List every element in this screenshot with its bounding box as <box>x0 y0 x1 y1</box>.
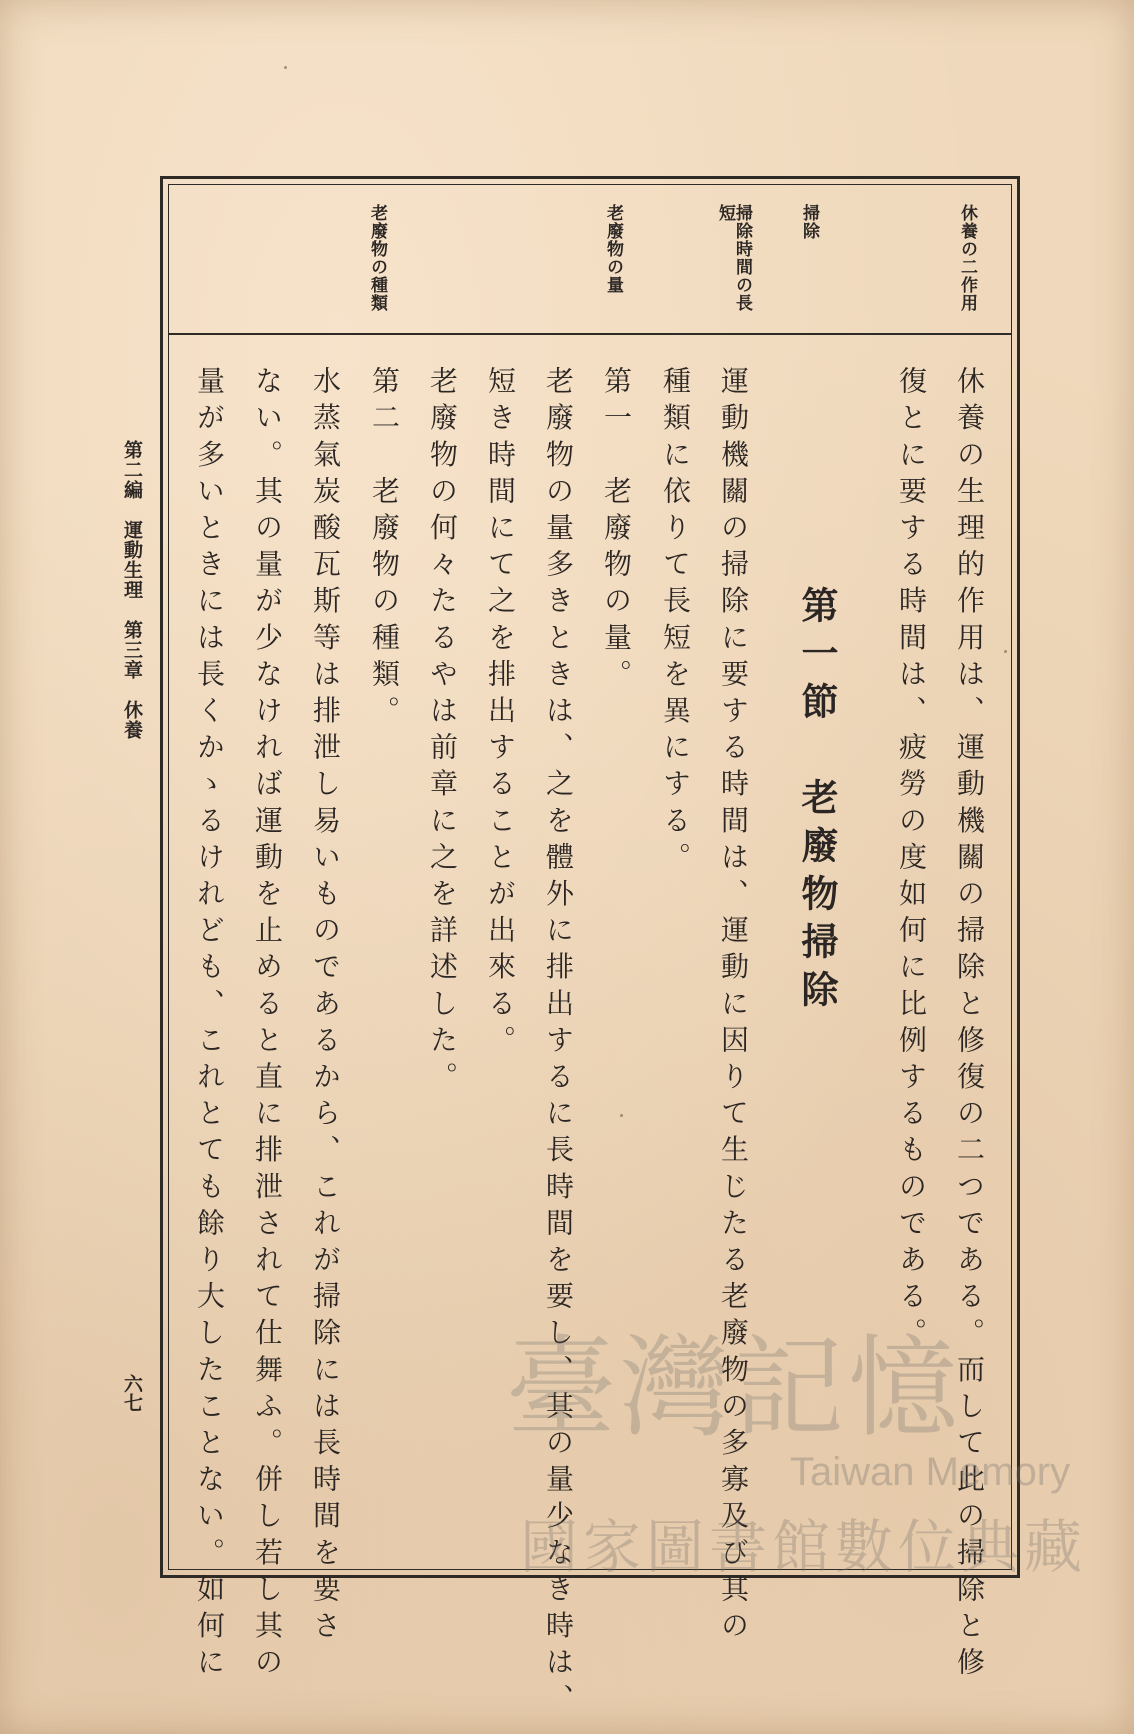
paper-speck <box>284 66 287 69</box>
watermark-logo-chinese: 國家圖書館數位典藏 <box>520 1513 1088 1581</box>
margin-note-cleaning: 掃除 <box>799 204 819 240</box>
body-column-12: ない。其の量が少なければ運動を止めると直に排泄されて仕舞ふ。併し若し其の <box>251 366 284 1684</box>
body-column-7: 老廢物の量多きときは、之を體外に排出するに長時間を要し、其の量少なき時は、 <box>542 366 575 1721</box>
watermark-logo-english: Taiwan Memory <box>790 1450 1071 1494</box>
body-column-1: 休養の生理的作用は、運動機關の掃除と修復の二つである。而して此の掃除と修 <box>953 366 986 1684</box>
body-column-2: 復とに要する時間は、疲勞の度如何に比例するものである。 <box>895 366 928 1355</box>
page-border-inner <box>168 184 1012 1570</box>
watermark-logo-script: 臺灣記憶 <box>506 1324 962 1452</box>
body-column-6: 第一 老廢物の量。 <box>600 366 633 696</box>
body-column-8: 短き時間にて之を排出することが出來る。 <box>484 366 517 1062</box>
margin-note-divider <box>168 333 1012 335</box>
body-column-10: 第二 老廢物の種類。 <box>368 366 401 732</box>
body-column-4: 運動機關の掃除に要する時間は、運動に因りて生じたる老廢物の多寡及び其の <box>717 366 750 1647</box>
margin-note-rest-functions: 休養の二作用 <box>957 204 977 312</box>
section-heading: 第一節 老廢物掃除 <box>795 586 839 1018</box>
margin-note-waste-types: 老廢物の種類 <box>367 204 387 312</box>
running-head: 第二編 運動生理 第三章 休養 <box>121 440 143 740</box>
margin-note-waste-amount: 老廢物の量 <box>603 204 623 294</box>
body-column-5: 種類に依りて長短を異にする。 <box>659 366 692 879</box>
margin-note-cleaning-duration: 掃除時間の長短 <box>715 204 752 312</box>
body-column-13: 量が多いときには長くかゝるけれども、これとても餘り大したことない。如何に <box>193 366 226 1684</box>
body-column-9: 老廢物の何々たるやは前章に之を詳述した。 <box>426 366 459 1098</box>
page-number: 六七 <box>121 1374 143 1412</box>
body-column-11: 水蒸氣炭酸瓦斯等は排泄し易いものであるから、これが掃除には長時間を要さ <box>309 366 342 1647</box>
